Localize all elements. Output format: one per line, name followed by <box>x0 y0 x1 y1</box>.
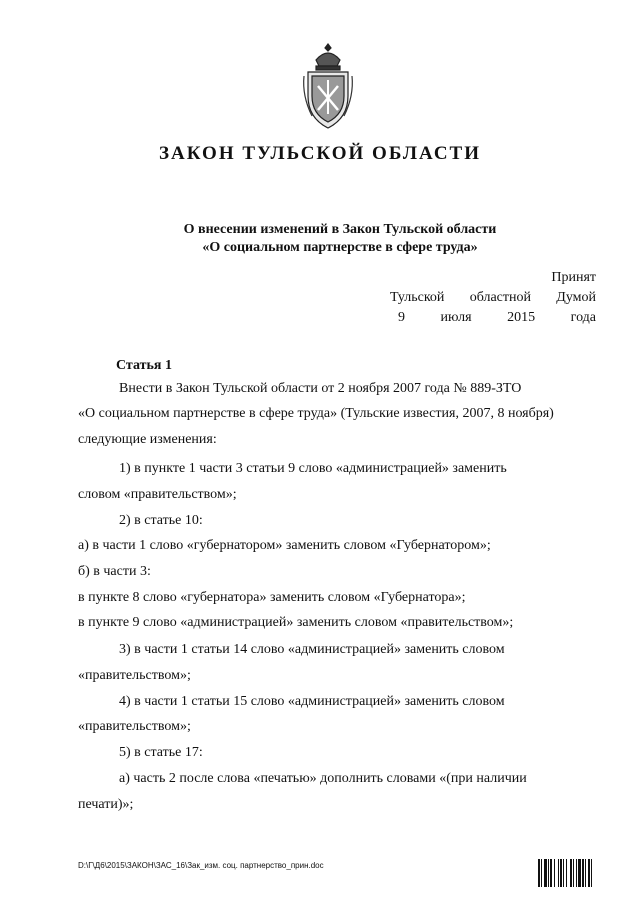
adopted-date-part: июля <box>440 310 472 325</box>
paragraph-line: 5) в статье 17: <box>119 745 203 760</box>
paragraph-line: а) в части 1 слово «губернатором» заменить словом «Губернатором»; <box>78 538 491 553</box>
paragraph-line: 1) в пункте 1 части 3 статьи 9 слово «администрацией» заменить <box>119 461 507 476</box>
adopted-date-part: 2015 <box>507 310 536 325</box>
adopted-word: Думой <box>556 290 596 305</box>
paragraph-line: а) часть 2 после слова «печатью» дополнить словами «(при наличии <box>119 771 527 786</box>
barcode-bar <box>592 859 593 887</box>
adopted-date-part: 9 <box>398 310 405 325</box>
adopted-word: Тульской <box>390 290 445 305</box>
adoption-block <box>390 268 596 328</box>
paragraph-line: в пункте 8 слово «губернатора» заменить словом «Губернатора»; <box>78 590 466 605</box>
paragraph-line: словом «правительством»; <box>78 487 237 502</box>
paragraph-line: «О социальном партнерстве в сфере труда» (Тульские известия, 2007, 8 ноября) <box>78 406 554 421</box>
document-subtitle-line1: О внесении изменений в Закон Тульской области <box>183 222 497 237</box>
document-title: ЗАКОН ТУЛЬСКОЙ ОБЛАСТИ <box>158 143 482 164</box>
paragraph-line: 2) в статье 10: <box>119 513 203 528</box>
paragraph-line: «правительством»; <box>78 719 191 734</box>
paragraph-line: б) в части 3: <box>78 564 151 579</box>
paragraph-line: в пункте 9 слово «администрацией» заменить словом «правительством»; <box>78 615 514 630</box>
article-heading: Статья 1 <box>116 358 172 373</box>
paragraph-line: следующие изменения: <box>78 432 217 447</box>
paragraph-line: 4) в части 1 статьи 15 слово «администрацией» заменить словом <box>119 694 505 709</box>
file-path-footer: D:\Г\Д6\2015\ЗАКОН\ЗАС_16\Зак_изм. соц. партнерство_прин.doc <box>78 861 324 870</box>
adopted-word: областной <box>469 290 531 305</box>
paragraph-line: 3) в части 1 статьи 14 слово «администрацией» заменить словом <box>119 642 505 657</box>
paragraph-line: Внести в Закон Тульской области от 2 ноября 2007 года № 889-ЗТО <box>119 381 522 396</box>
coat-of-arms-icon <box>300 42 356 132</box>
adopted-date-part: года <box>570 310 596 325</box>
paragraph-line: печати)»; <box>78 797 134 812</box>
adopted-line1: Принят <box>551 270 596 285</box>
paragraph-line: «правительством»; <box>78 668 191 683</box>
document-subtitle-line2: «О социальном партнерстве в сфере труда» <box>202 240 478 255</box>
barcode-icon <box>538 859 610 887</box>
